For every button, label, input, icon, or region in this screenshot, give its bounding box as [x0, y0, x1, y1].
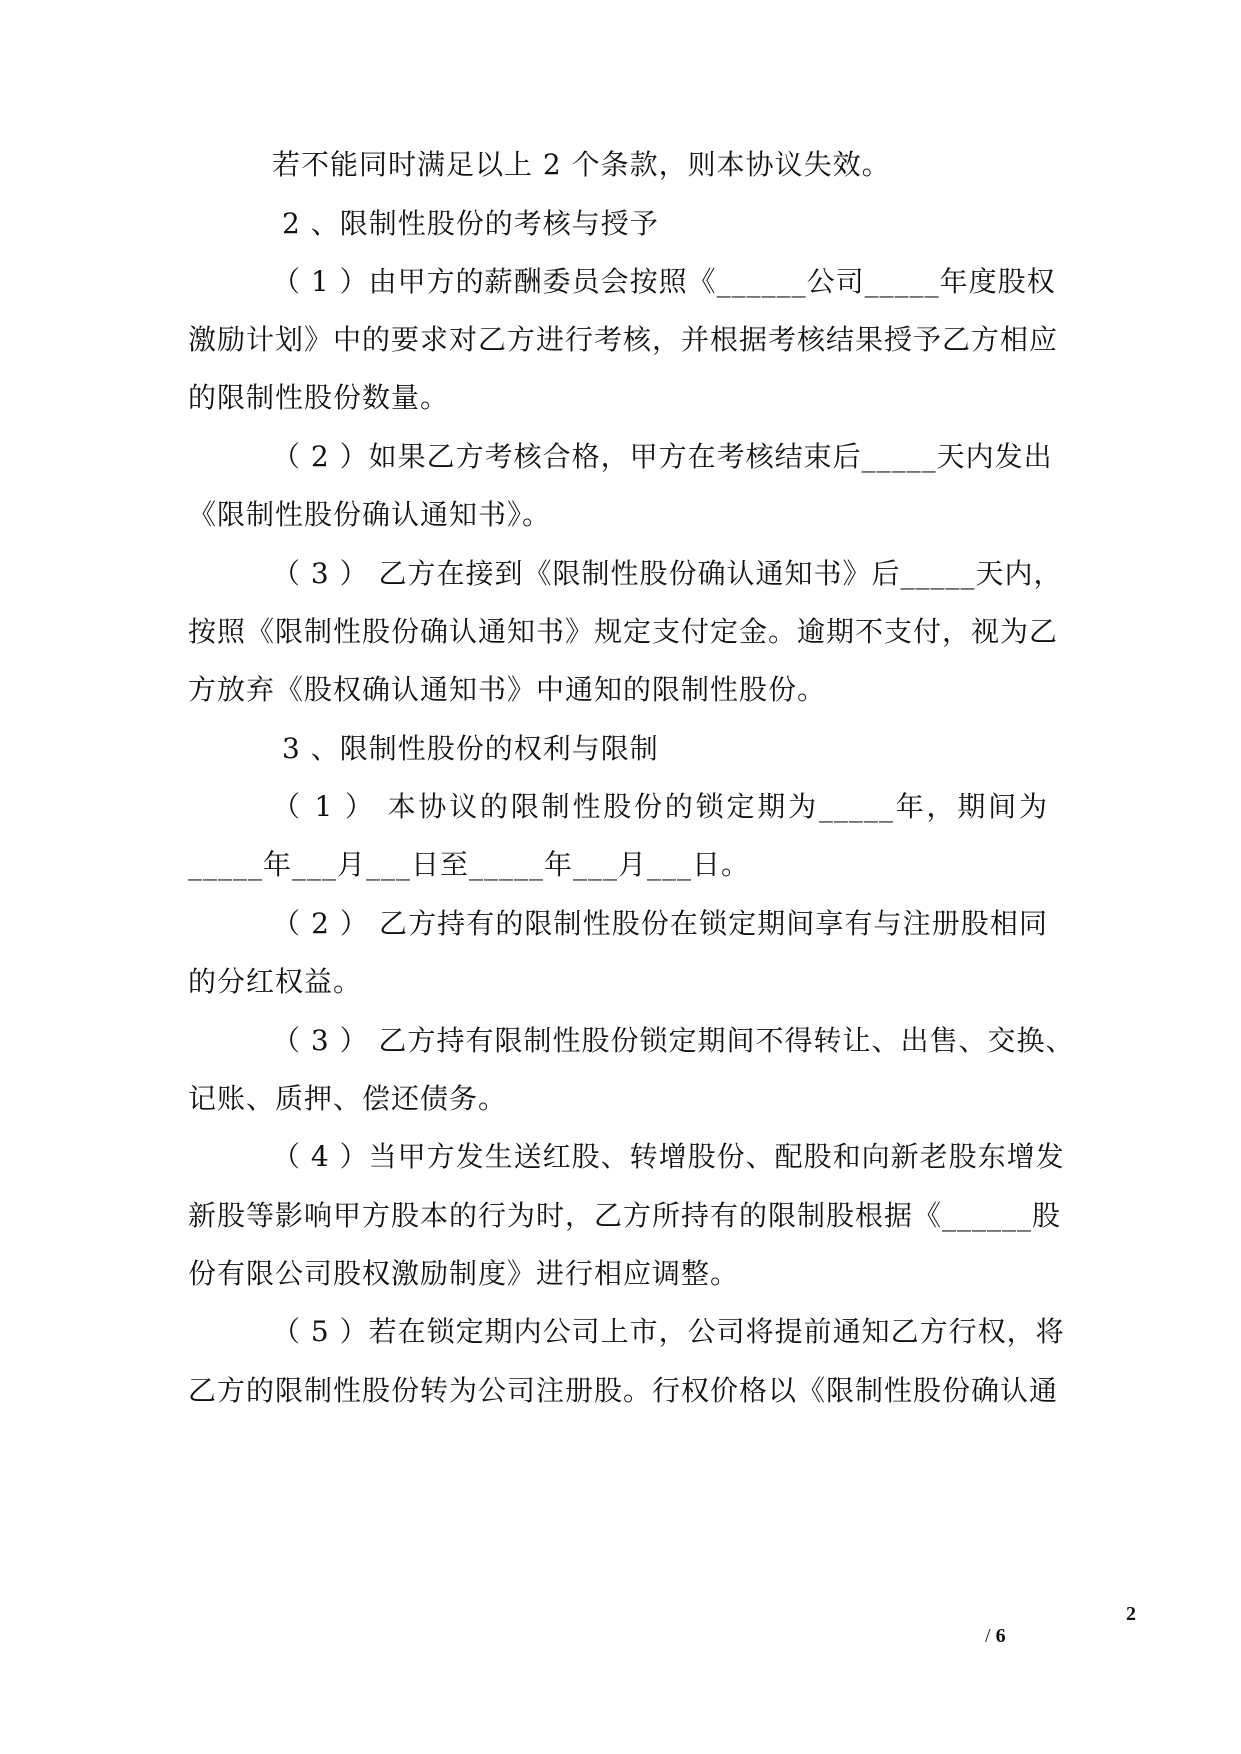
section-heading: 2 、限制性股份的考核与授予 [282, 207, 659, 240]
paragraph-line: （ 4 ）当甲方发生送红股、转增股份、配股和向新老股东增发 [272, 1140, 1065, 1173]
paragraph-line: （ 1 ） 本协议的限制性股份的锁定期为_____年，期间为 [272, 790, 1048, 823]
paragraph-line: （ 3 ） 乙方在接到《限制性股份确认通知书》后_____天内， [272, 557, 1063, 590]
section-heading: 3 、限制性股份的权利与限制 [282, 732, 659, 765]
page-total-count: 6 [995, 1625, 1006, 1647]
paragraph-line: 若不能同时满足以上 2 个条款，则本协议失效。 [272, 148, 891, 181]
paragraph-line: （ 3 ） 乙方持有限制性股份锁定期间不得转让、出售、交换、 [272, 1024, 1075, 1057]
paragraph-line: （ 2 ） 乙方持有的限制性股份在锁定期间享有与注册股相同 [272, 907, 1048, 940]
paragraph-line: _____年___月___日至_____年___月___日。 [188, 848, 751, 881]
paragraph-line: 方放弃《股权确认通知书》中通知的限制性股份。 [188, 673, 827, 706]
paragraph-line: 乙方的限制性股份转为公司注册股。行权价格以《限制性股份确认通 [188, 1374, 1059, 1407]
paragraph-line: 《限制性股份确认通知书》。 [188, 498, 552, 531]
page-total [985, 1624, 1006, 1648]
paragraph-line: 份有限公司股权激励制度》进行相应调整。 [188, 1257, 740, 1290]
paragraph-line: 激励计划》中的要求对乙方进行考核，并根据考核结果授予乙方相应 [188, 323, 1059, 356]
paragraph-line: （ 1 ）由甲方的薪酬委员会按照《______公司_____年度股权 [272, 265, 1056, 298]
paragraph-line: 的限制性股份数量。 [188, 381, 450, 414]
paragraph-line: （ 2 ）如果乙方考核合格，甲方在考核结束后_____天内发出 [272, 440, 1053, 473]
page-total-separator: / [985, 1625, 996, 1647]
paragraph-line: 记账、质押、偿还债务。 [188, 1082, 508, 1115]
paragraph-line: 按照《限制性股份确认通知书》规定支付定金。逾期不支付，视为乙 [188, 615, 1059, 648]
page-number: 2 [1126, 1603, 1136, 1625]
paragraph-line: 的分红权益。 [188, 965, 363, 998]
paragraph-line: 新股等影响甲方股本的行为时，乙方所持有的限制股根据《______股 [188, 1199, 1062, 1232]
paragraph-line: （ 5 ）若在锁定期内公司上市，公司将提前通知乙方行权，将 [272, 1315, 1065, 1348]
